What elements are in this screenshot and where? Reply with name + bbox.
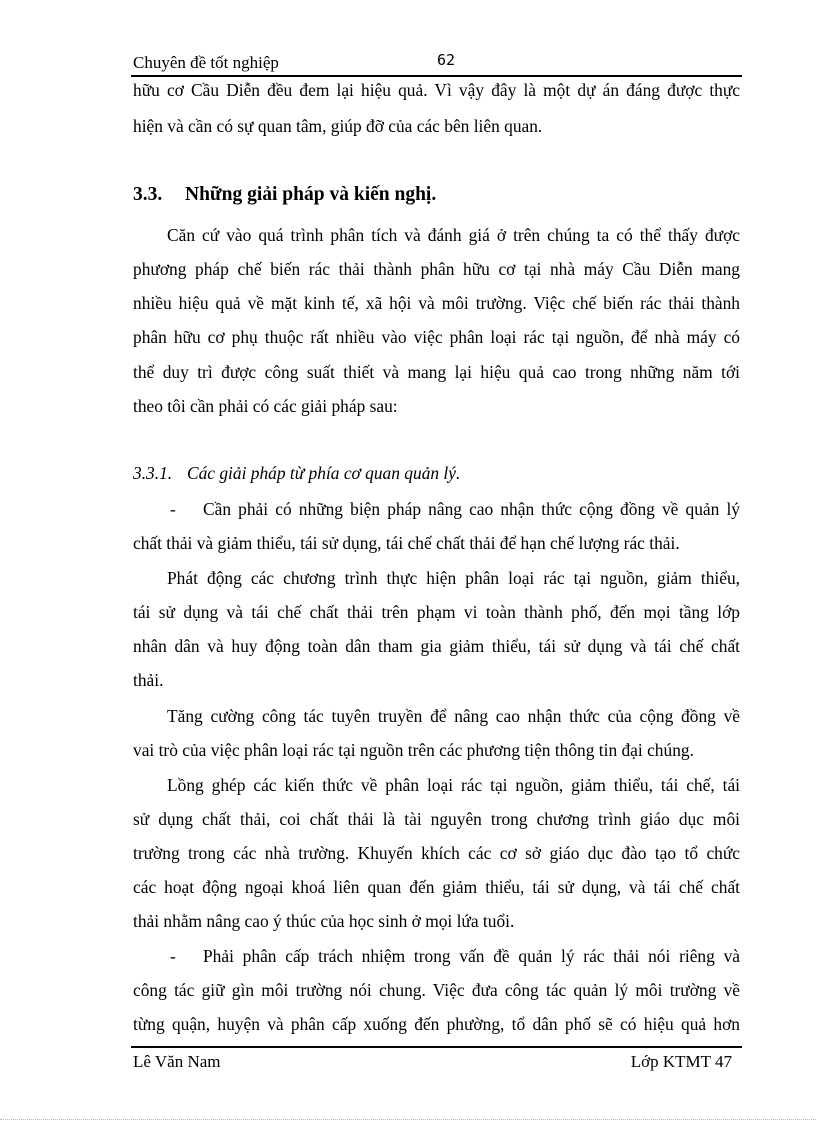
bullet-dash: -: [170, 946, 176, 966]
paragraph-line: phương pháp chế biến rác thải thành phân hữu cơ tại nhà máy Cầu Diễn mang: [133, 259, 740, 279]
footer-class: Lớp KTMT 47: [630, 1052, 732, 1071]
paragraph-line: thải nhằm nâng cao ý thúc của học sinh ở mọi lứa tuổi.: [133, 911, 515, 931]
paragraph-line: vai trò của việc phân loại rác tại nguồn trên các phương tiện thông tin đại chúng.: [133, 740, 694, 760]
paragraph-line: nhân dân và huy động toàn dân tham gia giảm thiểu, tái sử dụng và tái chế chất: [133, 636, 740, 656]
paragraph-line: các hoạt động ngoại khoá liên quan đến giảm thiểu, tái sử dụng, và tái chế chất: [133, 877, 740, 897]
subsection-number: 3.3.1.: [133, 463, 173, 483]
section-number: 3.3.: [133, 184, 163, 205]
page-edge-divider: [0, 1119, 816, 1120]
bullet-text: Cần phải có những biện pháp nâng cao nhận thức cộng đồng về quản lý: [203, 499, 740, 519]
paragraph-line: phân hữu cơ phụ thuộc rất nhiều vào việc phân loại rác tại nguồn, để nhà máy có: [133, 327, 740, 347]
paragraph-line: chất thải và giảm thiểu, tái sử dụng, tái chế chất thải để hạn chế lượng rác thải.: [133, 533, 680, 553]
section-title: Những giải pháp và kiến nghị.: [185, 184, 437, 205]
intro-line: hữu cơ Cầu Diễn đều đem lại hiệu quả. Vì vậy đây là một dự án đáng được thực: [133, 80, 740, 100]
subsection-heading: [133, 463, 460, 484]
footer-author: Lê Văn Nam: [133, 1052, 221, 1071]
header-rule: [131, 75, 742, 77]
footer-rule: [131, 1046, 742, 1048]
subsection-title: Các giải pháp từ phía cơ quan quản lý.: [187, 463, 461, 483]
paragraph-line: thể duy trì được công suất thiết và mang lại hiệu quả cao trong những năm tới: [133, 362, 740, 382]
paragraph-line: trường trong các nhà trường. Khuyến khích các cơ sở giáo dục đào tạo tổ chức: [133, 843, 740, 863]
paragraph-line: tái sử dụng và tái chế chất thải trên phạm vi toàn thành phố, đến mọi tầng lớp: [133, 602, 740, 622]
paragraph-line: Tăng cường công tác tuyên truyền để nâng cao nhận thức của cộng đồng về: [167, 706, 740, 726]
paragraph-line: từng quận, huyện và phân cấp xuống đến phường, tổ dân phố sẽ có hiệu quả hơn: [133, 1014, 740, 1034]
paragraph-line: nhiều hiệu quả về mặt kinh tế, xã hội và môi trường. Việc chế biến rác thải thành: [133, 293, 740, 313]
paragraph-line: công tác giữ gìn môi trường nói chung. Việc đưa công tác quản lý môi trường về: [133, 980, 740, 1000]
header-title: Chuyên đề tốt nghiệp: [133, 53, 279, 72]
paragraph-line: Lồng ghép các kiến thức về phân loại rác tại nguồn, giảm thiểu, tái chế, tái: [167, 775, 740, 795]
bullet-text: Phải phân cấp trách nhiệm trong vấn đề quản lý rác thải nói riêng và: [203, 946, 740, 966]
paragraph-line: sử dụng chất thải, coi chất thải là tài nguyên trong chương trình giáo dục môi: [133, 809, 740, 829]
paragraph-line: Căn cứ vào quá trình phân tích và đánh giá ở trên chúng ta có thể thấy được: [167, 225, 740, 245]
paragraph-line: thải.: [133, 670, 164, 690]
intro-line: hiện và cần có sự quan tâm, giúp đỡ của các bên liên quan.: [133, 116, 543, 136]
page-number: 62: [437, 51, 456, 69]
section-heading: [133, 184, 436, 206]
paragraph-line: Phát động các chương trình thực hiện phân loại rác tại nguồn, giảm thiểu,: [167, 568, 740, 588]
bullet-dash: -: [170, 499, 176, 519]
paragraph-line: theo tôi cần phải có các giải pháp sau:: [133, 396, 398, 416]
